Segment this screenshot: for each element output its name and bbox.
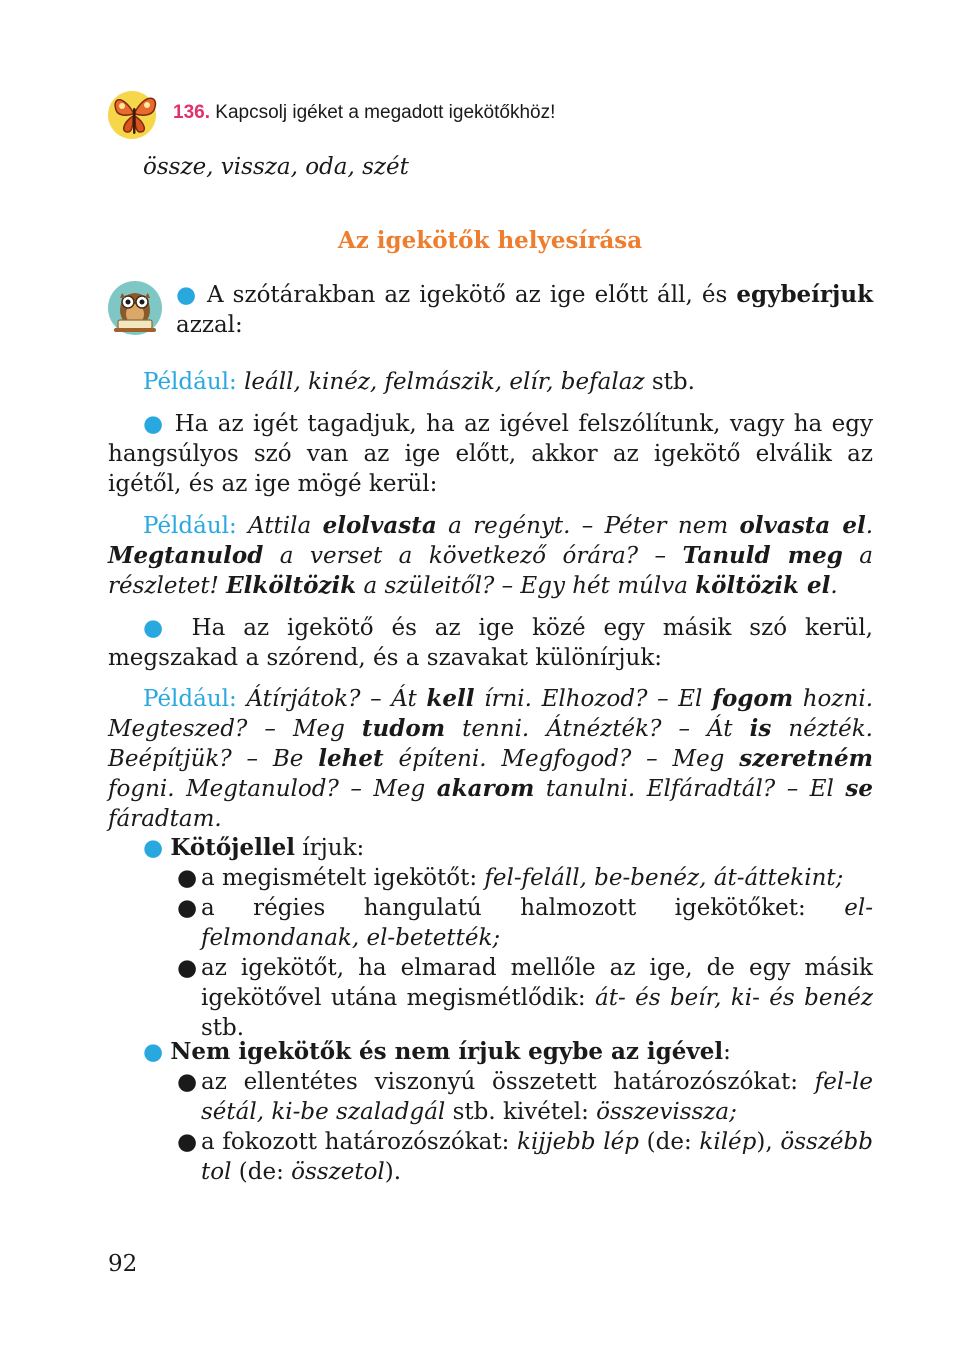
rule-1-example: Például: leáll, kinéz, felmászik, elír, befalaz stb.: [143, 369, 695, 395]
example-text: a részletet!: [108, 543, 873, 599]
not-prefix-rule-list: [165, 1067, 873, 1187]
hyphen-rule-heading: ● Kötőjellel írjuk:: [143, 834, 365, 861]
section-heading: Az igekötők helyesírása: [337, 227, 643, 254]
bold-verb: tudom: [361, 715, 446, 742]
bold-verb: akarom: [436, 775, 535, 802]
list-item: ● a megismételt igekötőt: fel-feláll, be-benéz, át-áttekint;: [177, 865, 844, 891]
bullet: ●: [143, 835, 164, 861]
rule-3-example: [108, 684, 873, 834]
example-text: tanulni. Elfáradtál? – El: [534, 776, 846, 802]
rule-2-example: [108, 511, 873, 601]
butterfly-icon: [106, 88, 162, 140]
bold-verb: Elköltözik: [226, 572, 357, 599]
example-text: .: [865, 513, 874, 539]
rule-2-text: ● Ha az igét tagadjuk, ha az igével felszólítunk, vagy ha egy hangsúlyos szó van az ige előtt, akkor az igekötő elválik az igétől, és az ige mögé kerül:: [108, 411, 873, 497]
bold-verb: költözik el: [695, 572, 831, 599]
list-item: ● a régies hangulatú halmozott igekötőket: el-felmondanak, el-betették;: [177, 895, 873, 951]
bold-verb: Megtanulod: [108, 542, 264, 569]
example-label: Például:: [143, 369, 237, 395]
owl-reading-icon: [106, 280, 164, 336]
bold-verb: fogom: [712, 685, 794, 712]
example-text: építeni. Megfogod? – Meg: [383, 746, 740, 772]
example-text: a regényt. – Péter nem: [436, 513, 740, 539]
task-number: 136.: [173, 102, 210, 123]
example-text: fogni. Megtanulod? – Meg: [108, 776, 437, 802]
bullet: ●: [143, 1039, 164, 1065]
bullet: ●: [143, 411, 166, 437]
task-line: [173, 101, 555, 125]
example-text: tenni. Átnézték? – Át: [445, 716, 750, 742]
bullet: ●: [143, 615, 174, 641]
list-item: ● a fokozott határozószókat: kijjebb lép (de: kilép), összébb tol (de: összetol).: [177, 1129, 873, 1185]
rule-1-text: ● A szótárakban az igekötő az ige előtt áll, és egybeírjuk azzal:: [176, 281, 874, 338]
example-text: fáradtam.: [108, 806, 222, 832]
bullet: ●: [176, 282, 198, 308]
example-text: nézték. Beépítjük? – Be: [108, 716, 873, 772]
list-item: ● az igekötőt, ha elmarad mellőle az ige, de egy másik igekötővel utána megismétlődik: át- és beír, ki- és benéz stb.: [177, 955, 873, 1041]
example-text: Attila: [248, 513, 323, 539]
not-prefix-rule-heading: ● Nem igekötők és nem írjuk egybe az igével:: [143, 1038, 731, 1065]
page-number: 92: [108, 1251, 138, 1277]
example-text: a verset a következő órára? –: [263, 543, 683, 569]
bold-verb: se: [845, 775, 873, 802]
bold-verb: lehet: [318, 745, 384, 772]
bold-verb: Tanuld meg: [682, 542, 843, 569]
example-label: Például:: [143, 513, 237, 539]
hyphen-rule-list: [165, 863, 873, 1043]
example-text: írni. Elhozod? – El: [474, 686, 713, 712]
bold-verb: olvasta el: [739, 512, 866, 539]
bold-verb: is: [749, 715, 772, 742]
rule-3-text: ● Ha az igekötő és az ige közé egy másik szó kerül, megszakad a szórend, és a szavakat különírjuk:: [108, 615, 873, 671]
example-text: a szüleitől? – Egy hét múlva: [356, 573, 696, 599]
bold-verb: elolvasta: [322, 512, 437, 539]
example-label: Például:: [143, 686, 237, 712]
bold-verb: kell: [426, 685, 475, 712]
example-text: .: [830, 573, 838, 599]
list-item: ● az ellentétes viszonyú összetett határozószókat: fel-le sétál, ki-be szaladgál stb. kivétel: összevissza;: [177, 1069, 873, 1125]
example-text: hozni. Megteszed? – Meg: [108, 686, 874, 742]
prefix-list: össze, vissza, oda, szét: [143, 154, 409, 180]
task-text: Kapcsolj igéket a megadott igekötőkhöz!: [215, 102, 556, 123]
bold-verb: szeretném: [739, 745, 873, 772]
example-text: Átírjátok? – Át: [246, 686, 427, 712]
